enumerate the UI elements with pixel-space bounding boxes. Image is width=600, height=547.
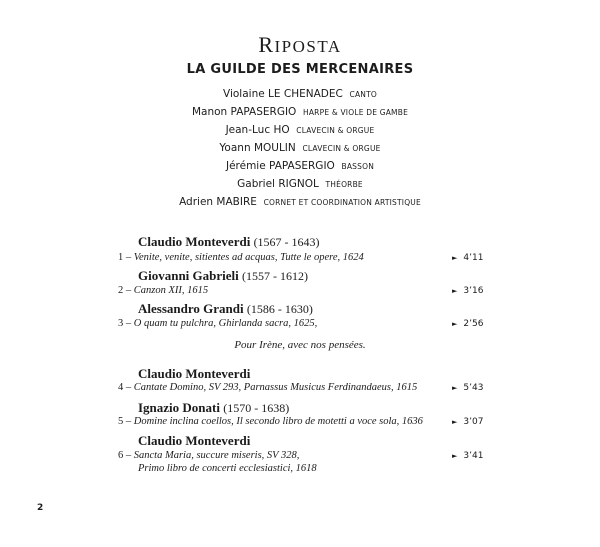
track-duration: ► 3’16 (452, 286, 484, 296)
track-title: 3 – O quam tu pulchra, Ghirlanda sacra, 1625, (118, 318, 318, 329)
performer-row: Gabriel RIGNOL THÉORBE (237, 178, 363, 190)
performer-row: Adrien MABIRE CORNET ET COORDINATION ARTISTIQUE (179, 196, 421, 208)
page-number: 2 (37, 503, 44, 513)
ensemble-name: LA GUILDE DES MERCENAIRES (186, 62, 414, 77)
track-title: 6 – Sancta Maria, succure miseris, SV 328, (118, 450, 300, 461)
track-title: 1 – Venite, venite, sitientes ad acquas, Tutte le opere, 1624 (118, 252, 364, 263)
play-marker-icon: ► (452, 384, 458, 392)
play-marker-icon: ► (452, 287, 458, 295)
track-duration: ► 4’11 (452, 253, 484, 263)
performer-row: Violaine LE CHENADEC CANTO (223, 88, 377, 100)
play-marker-icon: ► (452, 452, 458, 460)
play-marker-icon: ► (452, 254, 458, 262)
track-composer: Alessandro Grandi (1586 - 1630) (138, 301, 313, 316)
track-duration: ► 3’07 (452, 417, 484, 427)
performer-row: Jérémie PAPASERGIO BASSON (225, 160, 375, 172)
dedication: Pour Irène, avec nos pensées. (234, 339, 366, 351)
track-title: 4 – Cantate Domino, SV 293, Parnassus Musicus Ferdinandaeus, 1615 (118, 382, 418, 393)
track-composer: Claudio Monteverdi (1567 - 1643) (138, 234, 320, 249)
track-duration: ► 5’43 (452, 383, 484, 393)
track-title: 2 – Canzon XII, 1615 (118, 285, 209, 296)
performer-row: Jean-Luc HO CLAVECIN & ORGUE (225, 124, 375, 136)
track-composer: Claudio Monteverdi (138, 366, 251, 381)
track-composer: Ignazio Donati (1570 - 1638) (138, 400, 290, 415)
track-composer: Claudio Monteverdi (138, 433, 251, 448)
track-title: 5 – Domine inclina coellos, Il secondo libro de motetti a voce sola, 1636 (118, 416, 423, 427)
performer-row: Manon PAPASERGIO HARPE & VIOLE DE GAMBE (191, 106, 409, 118)
play-marker-icon: ► (452, 320, 458, 328)
album-title: RIPOSTA (258, 32, 342, 57)
track-duration: ► 3’41 (452, 451, 484, 461)
track-composer: Giovanni Gabrieli (1557 - 1612) (138, 268, 309, 283)
track-title-continued: Primo libro de concerti ecclesiastici, 1618 (138, 463, 317, 474)
play-marker-icon: ► (452, 418, 458, 426)
track-duration: ► 2’56 (452, 319, 484, 329)
performer-row: Yoann MOULIN CLAVECIN & ORGUE (219, 142, 381, 154)
